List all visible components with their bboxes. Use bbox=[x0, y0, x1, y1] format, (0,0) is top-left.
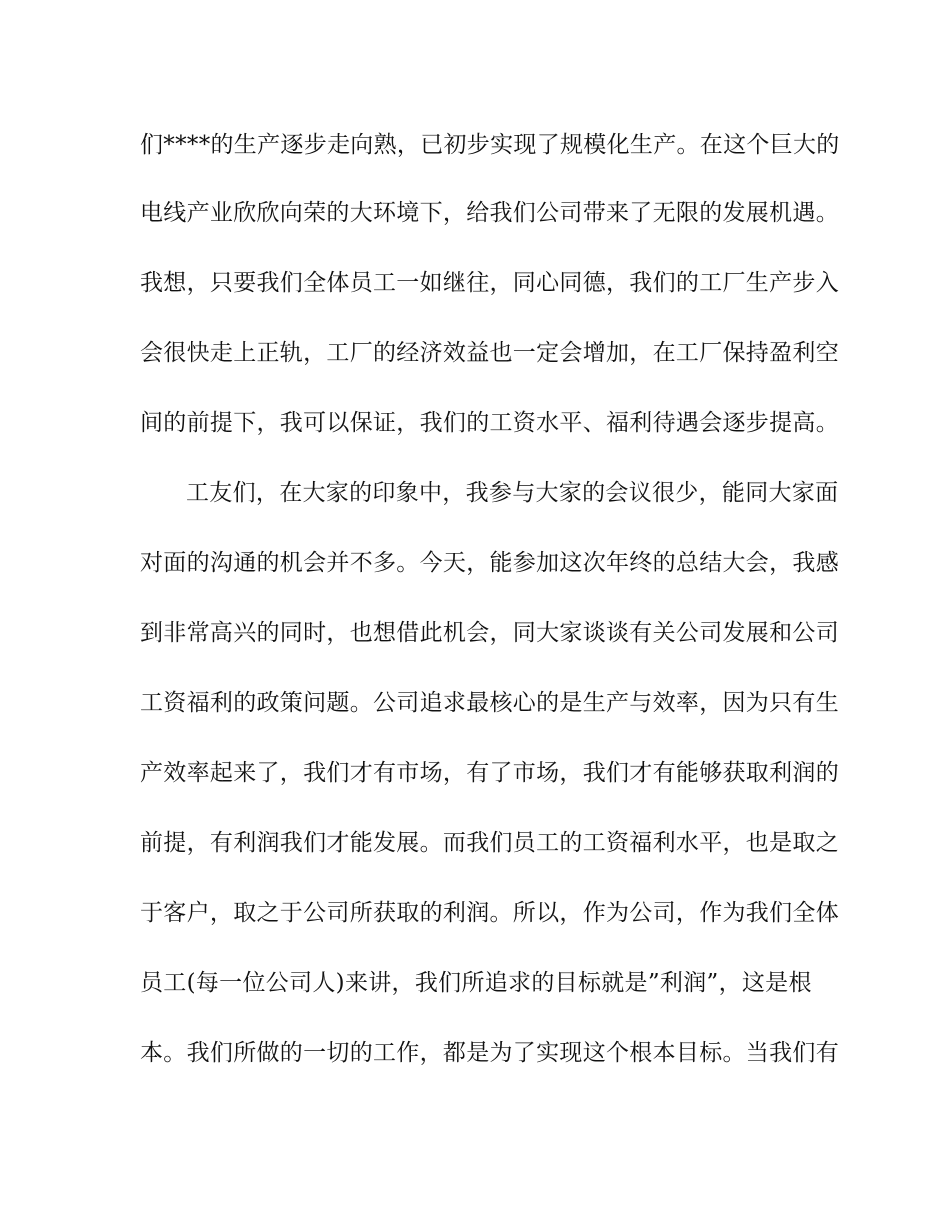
paragraph-line: 产效率起来了，我们才有市场，有了市场，我们才有能够获取利润的 bbox=[140, 760, 839, 786]
paragraph-line: 工资福利的政策问题。公司追求最核心的是生产与效率，因为只有生 bbox=[140, 690, 839, 716]
paragraph-line: 会很快走上正轨，工厂的经济效益也一定会增加，在工厂保持盈利空 bbox=[140, 340, 839, 366]
paragraph-line: 员工(每一位公司人)来讲，我们所追求的目标就是”利润”，这是根 bbox=[140, 970, 812, 996]
paragraph-line: 们****的生产逐步走向熟，已初步实现了规模化生产。在这个巨大的 bbox=[140, 132, 840, 158]
paragraph-line: 前提，有利润我们才能发展。而我们员工的工资福利水平，也是取之 bbox=[140, 830, 839, 856]
paragraph-line: 对面的沟通的机会并不多。今天，能参加这次年终的总结大会，我感 bbox=[140, 550, 839, 576]
paragraph-first-line: 工友们，在大家的印象中，我参与大家的会议很少，能同大家面 bbox=[186, 480, 839, 506]
paragraph-line: 到非常高兴的同时，也想借此机会，同大家谈谈有关公司发展和公司 bbox=[140, 620, 839, 646]
paragraph-line: 间的前提下，我可以保证，我们的工资水平、福利待遇会逐步提高。 bbox=[140, 410, 839, 436]
paragraph-line: 电线产业欣欣向荣的大环境下，给我们公司带来了无限的发展机遇。 bbox=[140, 200, 839, 226]
paragraph-line: 于客户，取之于公司所获取的利润。所以，作为公司，作为我们全体 bbox=[140, 900, 839, 926]
paragraph-line: 本。我们所做的一切的工作，都是为了实现这个根本目标。当我们有 bbox=[140, 1040, 839, 1066]
paragraph-line: 我想，只要我们全体员工一如继往，同心同德，我们的工厂生产步入 bbox=[140, 270, 839, 296]
